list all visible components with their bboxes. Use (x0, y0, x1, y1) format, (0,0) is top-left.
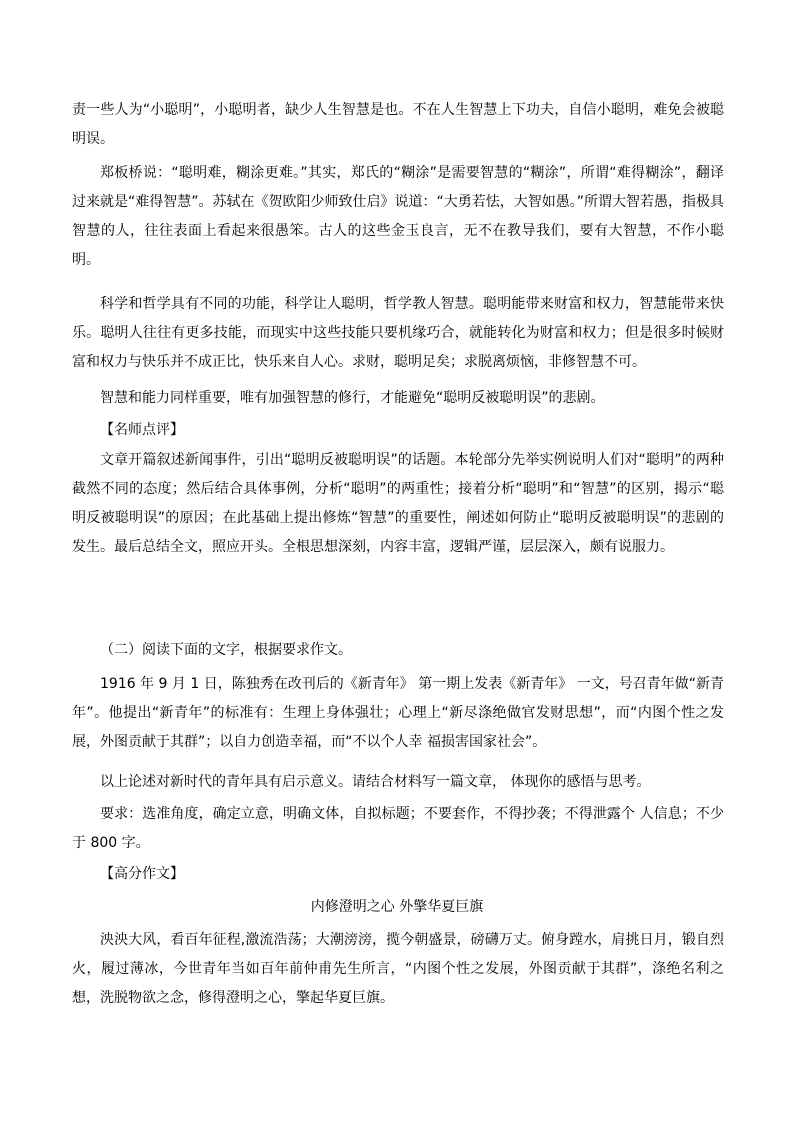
section2-instruction: 以上论述对新时代的青年具有启示意义。请结合材料写一篇文章， 体现你的感悟与思考。 (100, 774, 651, 790)
paragraph-4: 智慧和能力同样重要，唯有加强智慧的修行，才能避免“聪明反被聪明误”的悲剧。 (100, 390, 605, 406)
essay-label: 【高分作文】 (100, 866, 184, 882)
section2-material: 1916 年 9 月 1 日，陈独秀在改刊后的《新青年》 第一期上发表《新青年》 一文，号召青年做“新青年”。他提出“新青年”的标准有：生理上身体强壮；心理上“新尽涤绝做官发财思想”，而“内图个性之发展，外图贡献于其群”；以自力创造幸福，而“不以个人幸 福损害国家社会”。 (72, 676, 724, 750)
essay-title: 内修澄明之心 外擎华夏巨旗 (310, 899, 484, 915)
paragraph-1: 责一些人为“小聪明”，小聪明者，缺少人生智慧是也。不在人生智慧上下功夫，自信小聪明，难免会被聪明误。 (72, 102, 724, 147)
paragraph-2: 郑板桥说：“聪明难，糊涂更难。”其实，郑氏的“糊涂”是需要智慧的“糊涂”，所谓“难得糊涂”，翻译过来就是“难得智慧”。苏轼在《贺欧阳少师致仕启》说道：“大勇若怯，大智如愚。”所谓大智若愚，指极具智慧的人，往往表面上看起来很愚笨。古人的这些金玉良言，无不在教导我们，要有大智慧，不作小聪明。 (72, 165, 725, 268)
essay-paragraph: 泱泱大风，看百年征程,激流浩荡；大潮滂滂，揽今朝盛景，磅礴万丈。俯身蹚水，肩挑日月，锻自烈火，履过薄冰，今世青年当如百年前仲甫先生所言，“内图个性之发展，外图贡献于其群”，涤绝名利之想，洗脱物欲之念，修得澄明之心，擎起华夏巨旗。 (72, 932, 724, 1006)
comment-text: 文章开篇叙述新闻事件，引出“聪明反被聪明误”的话题。本轮部分先举实例说明人们对“聪明”的两种截然不同的态度；然后结合具体事例，分析“聪明”的两重性；接着分析“聪明”和“智慧”的区别，揭示“聪明反被聪明误”的原因；在此基础上提出修炼“智慧”的重要性，阐述如何防止“聪明反被聪明误”的悲剧的发生。最后总结全文，照应开头。全根思想深刻，内容丰富，逻辑严谨，层层深入，颇有说服力。 (72, 452, 724, 555)
section2-heading: （二）阅读下面的文字，根据要求作文。 (100, 642, 352, 658)
comment-label: 【名师点评】 (100, 422, 184, 438)
paragraph-3: 科学和哲学具有不同的功能，科学让人聪明，哲学教人智慧。聪明能带来财富和权力，智慧能带来快乐。聪明人往往有更多技能，而现实中这些技能只要机缘巧合，就能转化为财富和权力；但是很多时候财富和权力与快乐并不成正比，快乐来自人心。求财，聪明足矣；求脱离烦恼，非修智慧不可。 (72, 296, 724, 370)
section2-requirements: 要求：选准角度，确定立意，明确文体，自拟标题；不要套作，不得抄袭；不得泄露个 人信息；不少于 800 字。 (72, 806, 724, 851)
